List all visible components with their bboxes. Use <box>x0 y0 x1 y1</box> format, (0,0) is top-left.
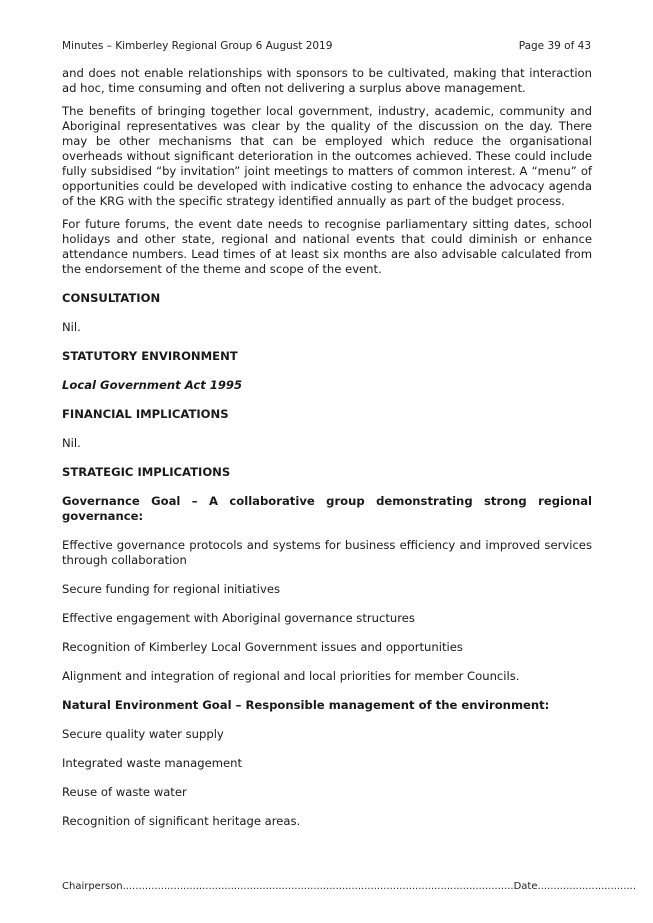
financial-text: Nil. <box>62 436 81 450</box>
statutory-heading: STATUTORY ENVIRONMENT <box>62 349 238 363</box>
list-item: Secure quality water supply <box>62 727 224 741</box>
governance-goal: Governance Goal – A collaborative group demonstrating strong regional governance: <box>62 494 592 523</box>
page-header <box>62 40 591 56</box>
list-item: Effective engagement with Aboriginal governance structures <box>62 611 415 625</box>
document-title: Minutes – Kimberley Regional Group 6 August 2019 <box>62 40 333 52</box>
signature-line: Chairperson...........................................................................................................................Date............................... <box>62 881 637 892</box>
financial-heading: FINANCIAL IMPLICATIONS <box>62 407 229 421</box>
list-item: Recognition of Kimberley Local Government issues and opportunities <box>62 640 463 654</box>
list-item: Secure funding for regional initiatives <box>62 582 281 596</box>
page-number: Page 39 of 43 <box>518 40 591 52</box>
list-item: Integrated waste management <box>62 756 243 770</box>
consultation-heading: CONSULTATION <box>62 291 161 305</box>
strategic-heading: STRATEGIC IMPLICATIONS <box>62 465 231 479</box>
paragraph: The benefits of bringing together local government, industry, academic, community and Aboriginal representatives was clear by the quality of the discussion on the day. There may be other mechanisms that can be employed which reduce the organisational overheads without significant deterioration in the outcomes achieved. These could include fully subsidised “by invitation” joint meetings to matters of common interest. A “menu” of opportunities could be developed with indicative costing to enhance the advocacy agenda of the KRG with the specific strategy identified annually as part of the budget process. <box>62 104 592 208</box>
paragraph: and does not enable relationships with sponsors to be cultivated, making that interaction ad hoc, time consuming and often not delivering a surplus above management. <box>62 66 592 95</box>
environment-goal: Natural Environment Goal – Responsible management of the environment: <box>62 698 550 712</box>
list-item: Recognition of significant heritage areas. <box>62 814 301 828</box>
list-item: Alignment and integration of regional and local priorities for member Councils. <box>62 669 520 683</box>
list-item: Effective governance protocols and systems for business efficiency and improved services through collaboration <box>62 538 592 567</box>
document-body <box>62 66 592 829</box>
consultation-text: Nil. <box>62 320 81 334</box>
list-item: Reuse of waste water <box>62 785 187 799</box>
statutory-text: Local Government Act 1995 <box>62 378 243 392</box>
paragraph: For future forums, the event date needs to recognise parliamentary sitting dates, school holidays and other state, regional and national events that could diminish or enhance attendance numbers. Lead times of at least six months are also advisable calculated from the endorsement of the theme and scope of the event. <box>62 217 592 276</box>
